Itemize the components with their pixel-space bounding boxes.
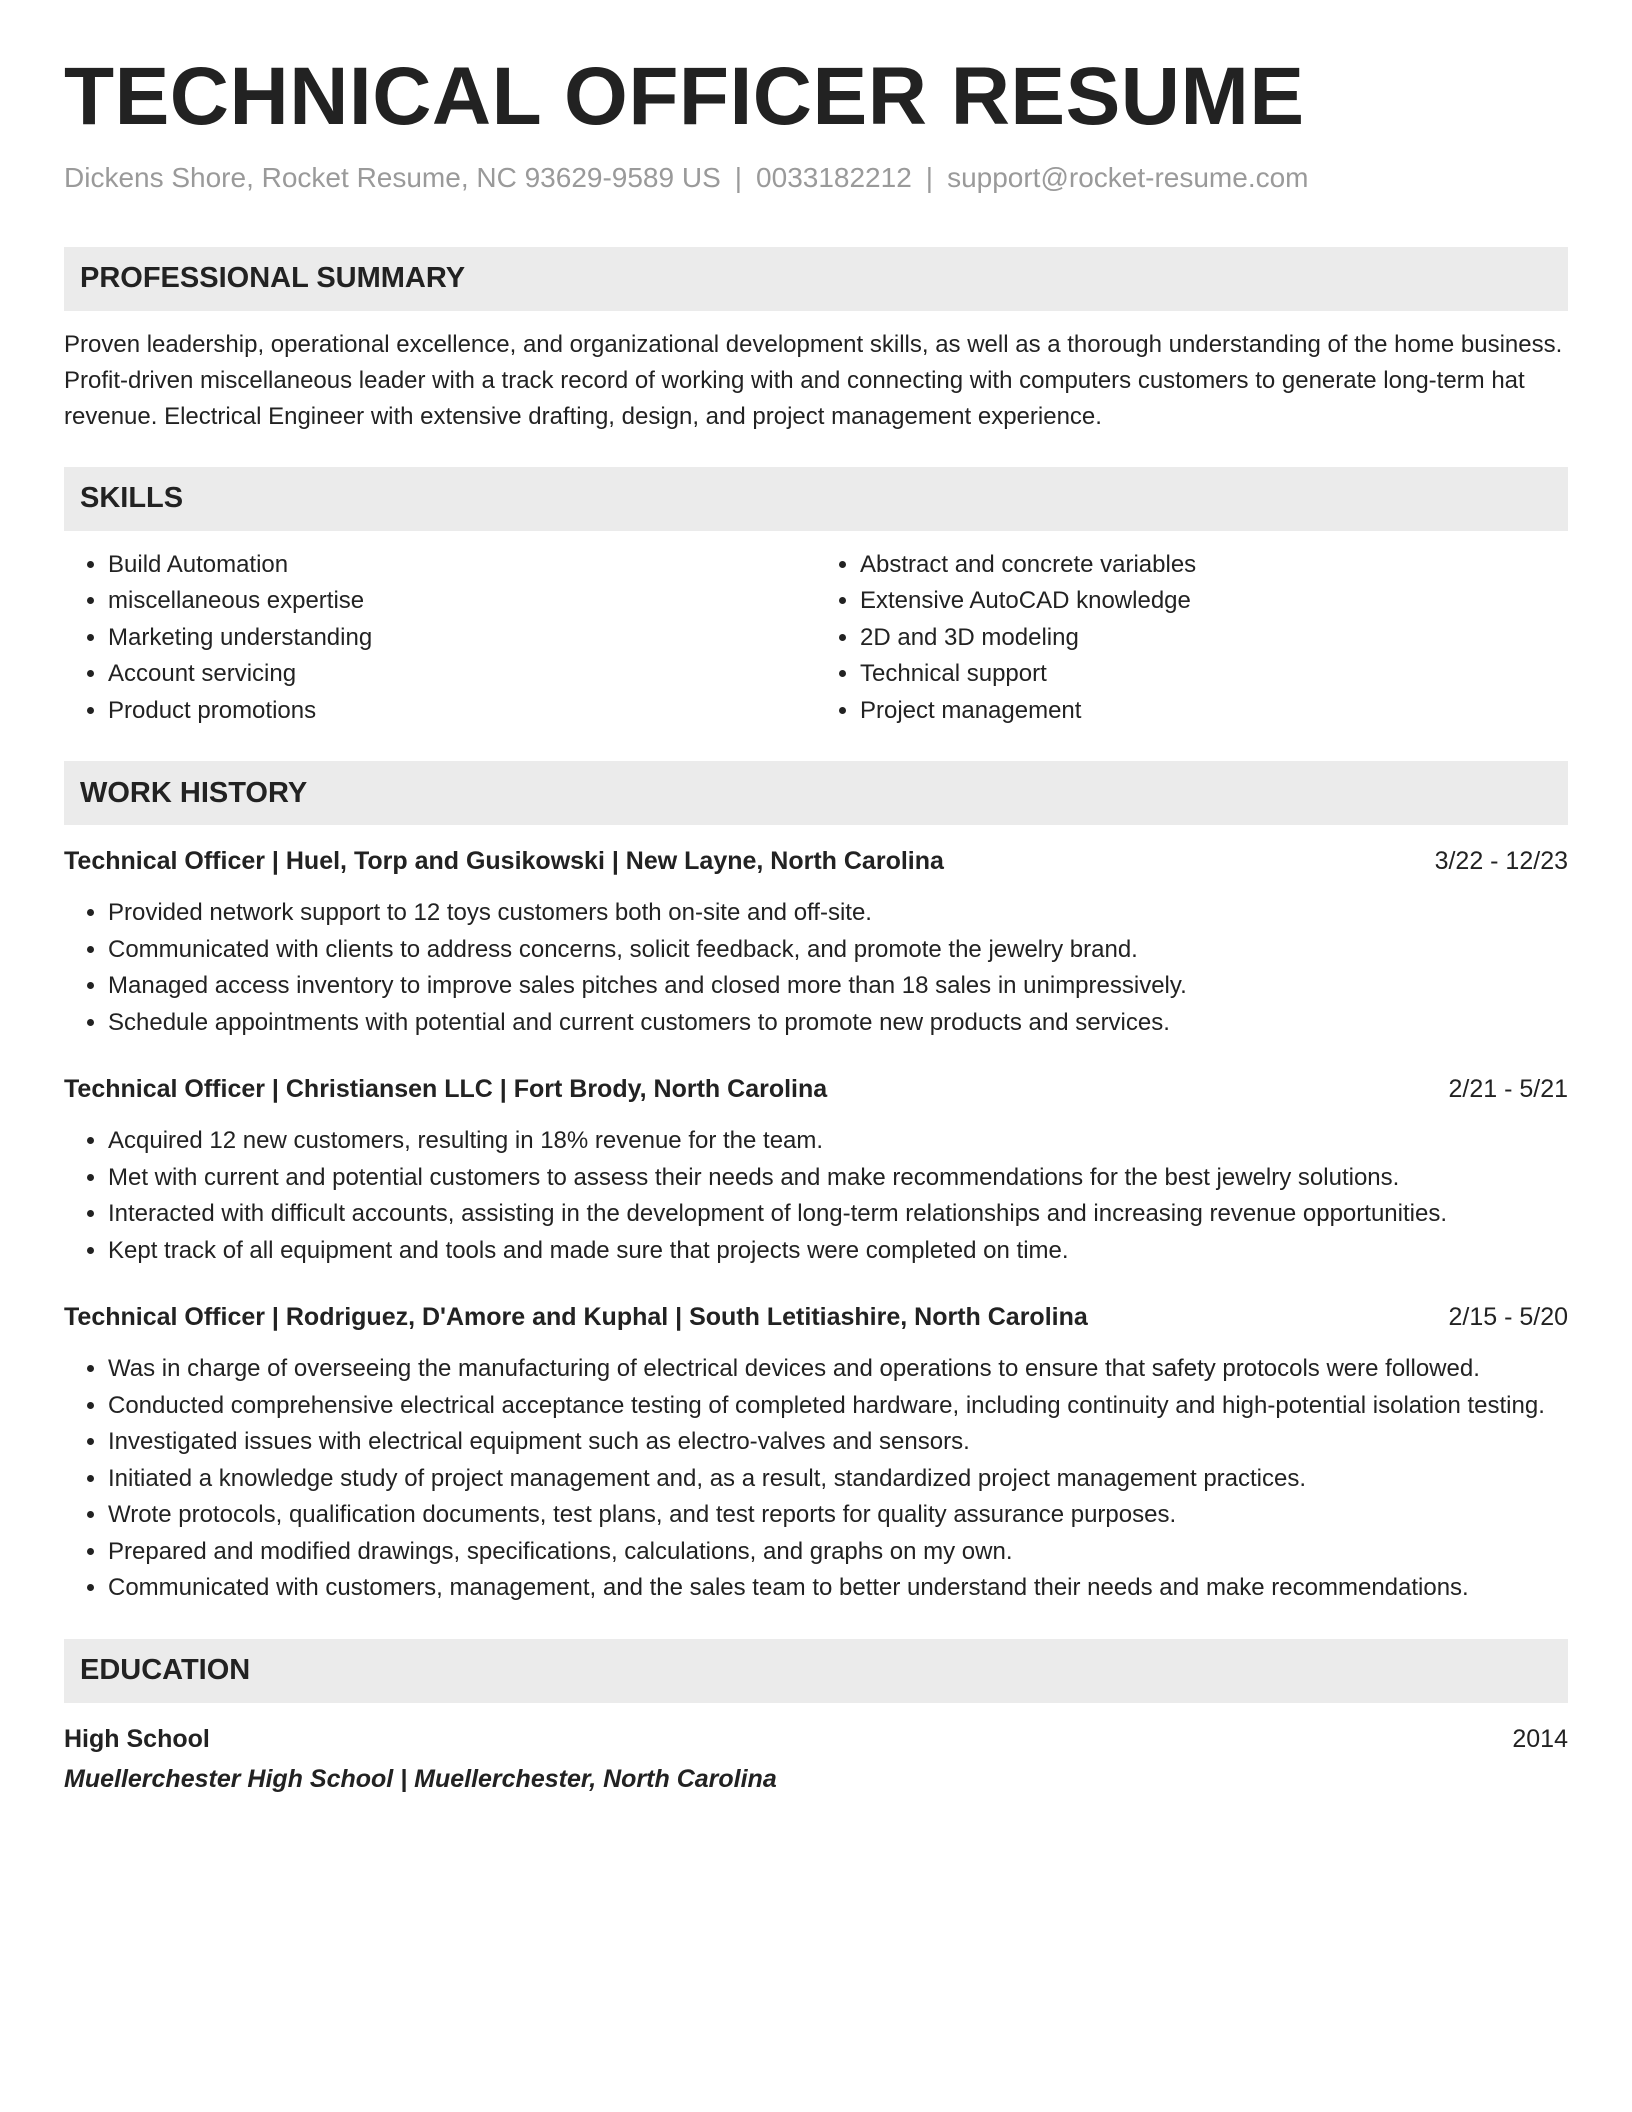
job-entry [64, 843, 1568, 1041]
job-bullet: • Kept track of all equipment and tools and made sure that projects were completed on time. [108, 1233, 1568, 1270]
job-bullet: • Acquired 12 new customers, resulting in 18% revenue for the team. [108, 1123, 1568, 1160]
education-school: Muellerchester High School | Muellerchester, North Carolina [64, 1764, 777, 1793]
job-bullet: • Communicated with clients to address concerns, solicit feedback, and promote the jewelry brand. [108, 932, 1568, 969]
contact-line [64, 160, 1568, 196]
education-header [64, 1721, 1568, 1757]
education-year: 2014 [1512, 1724, 1568, 1753]
job-bullet: • Managed access inventory to improve sales pitches and closed more than 18 sales in unimpressively. [108, 968, 1568, 1005]
skill-item: • Build Automation [108, 547, 816, 584]
skill-item: • Project management [860, 693, 1568, 730]
job-bullet: • Met with current and potential customers to assess their needs and make recommendations for the best jewelry solutions. [108, 1160, 1568, 1197]
education-degree: High School [64, 1724, 210, 1753]
skills-grid [64, 547, 1568, 730]
skills-list-right [816, 547, 1568, 730]
job-bullet: • Interacted with difficult accounts, assisting in the development of long-term relationships and increasing revenue opportunities. [108, 1196, 1568, 1233]
skills-list-left [64, 547, 816, 730]
job-bullet: • Initiated a knowledge study of project management and, as a result, standardized project management practices. [108, 1461, 1568, 1498]
job-bullets [64, 1351, 1568, 1607]
job-entry [64, 1299, 1568, 1607]
job-entry [64, 1071, 1568, 1269]
contact-phone: 0033182212 [756, 162, 912, 194]
section-header-education: EDUCATION [64, 1639, 1568, 1703]
job-bullet: • Prepared and modified drawings, specifications, calculations, and graphs on my own. [108, 1534, 1568, 1571]
summary-text: Proven leadership, operational excellence, and organizational development skills, as well as a thorough understanding of the home business. Profit-driven miscellaneous leader with a track record of working with and connecting with computers customers to generate long-term hat revenue. Electrical Engineer with extensive drafting, design, and project management experience. [64, 330, 1563, 430]
contact-separator: | [925, 162, 934, 194]
job-bullet: • Conducted comprehensive electrical acceptance testing of completed hardware, including continuity and high-potential isolation testing. [108, 1388, 1568, 1425]
resume-title: TECHNICAL OFFICER RESUME [64, 51, 1305, 142]
job-header [64, 1299, 1568, 1335]
section-header-skills: SKILLS [64, 467, 1568, 531]
contact-address: Dickens Shore, Rocket Resume, NC 93629-9589 US [64, 162, 721, 194]
skill-item: • Technical support [860, 656, 1568, 693]
skill-item: • Extensive AutoCAD knowledge [860, 583, 1568, 620]
skill-item: • 2D and 3D modeling [860, 620, 1568, 657]
skill-item: • Marketing understanding [108, 620, 816, 657]
job-title: Technical Officer | Christiansen LLC | Fort Brody, North Carolina [64, 1075, 828, 1104]
job-dates: 2/21 - 5/21 [1448, 1075, 1568, 1104]
skill-item: • Product promotions [108, 693, 816, 730]
skill-item: • miscellaneous expertise [108, 583, 816, 620]
job-title: Technical Officer | Rodriguez, D'Amore and Kuphal | South Letitiashire, North Carolina [64, 1303, 1088, 1332]
job-bullet: • Communicated with customers, management, and the sales team to better understand their needs and make recommendations. [108, 1570, 1568, 1607]
job-title: Technical Officer | Huel, Torp and Gusikowski | New Layne, North Carolina [64, 847, 944, 876]
job-dates: 2/15 - 5/20 [1448, 1303, 1568, 1332]
job-header [64, 1071, 1568, 1107]
job-bullet: • Provided network support to 12 toys customers both on-site and off-site. [108, 895, 1568, 932]
job-bullet: • Investigated issues with electrical equipment such as electro-valves and sensors. [108, 1424, 1568, 1461]
job-bullet: • Wrote protocols, qualification documents, test plans, and test reports for quality assurance purposes. [108, 1497, 1568, 1534]
section-header-summary: PROFESSIONAL SUMMARY [64, 247, 1568, 311]
job-bullet: • Schedule appointments with potential and current customers to promote new products and services. [108, 1005, 1568, 1042]
skill-item: • Abstract and concrete variables [860, 547, 1568, 584]
job-bullets [64, 895, 1568, 1041]
job-header [64, 843, 1568, 879]
job-dates: 3/22 - 12/23 [1434, 847, 1568, 876]
contact-separator: | [734, 162, 743, 194]
contact-email: support@rocket-resume.com [947, 162, 1309, 194]
section-header-work: WORK HISTORY [64, 761, 1568, 825]
skill-item: • Account servicing [108, 656, 816, 693]
job-bullet: • Was in charge of overseeing the manufacturing of electrical devices and operations to ensure that safety protocols were followed. [108, 1351, 1568, 1388]
job-bullets [64, 1123, 1568, 1269]
